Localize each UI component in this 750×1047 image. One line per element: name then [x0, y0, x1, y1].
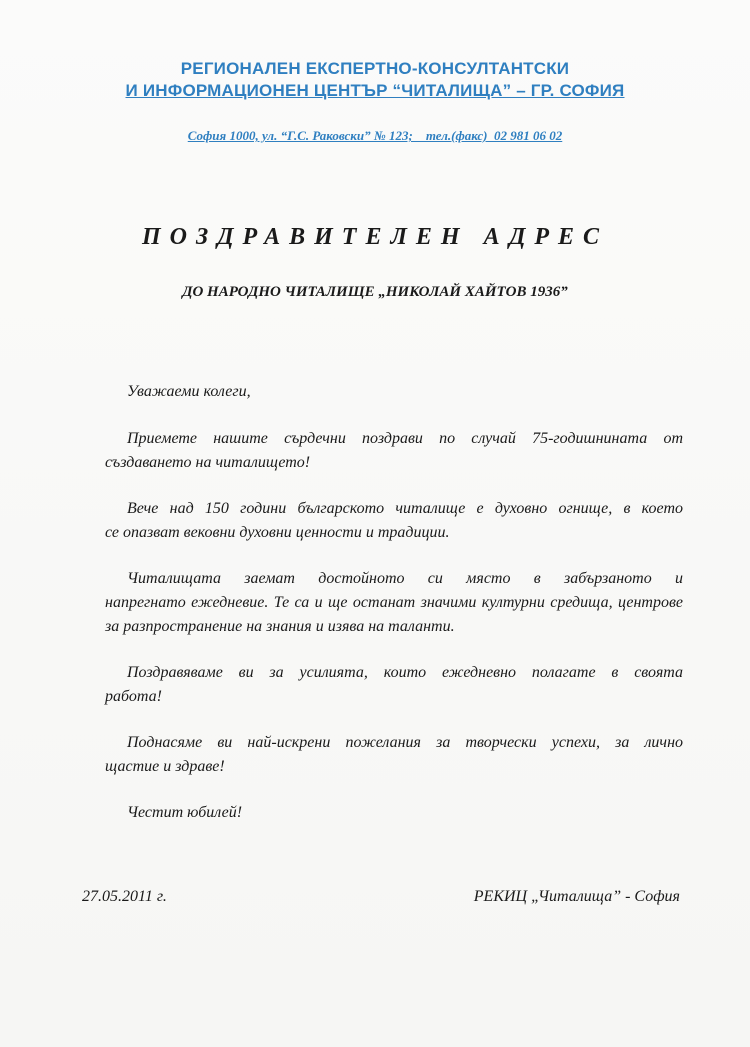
- paragraph-4: [105, 661, 683, 709]
- letterhead: [0, 58, 750, 102]
- paragraph-2-first-line: Вече над 150 години българското читалище е духовно огнище, в което: [127, 500, 683, 517]
- paragraph-2-rest: се опазват вековни духовни ценности и традиции.: [105, 524, 450, 541]
- letter-date: 27.05.2011 г.: [82, 888, 167, 905]
- letterhead-line-2: И ИНФОРМАЦИОНЕН ЦЕНТЪР “ЧИТАЛИЩА” – ГР. СОФИЯ: [125, 81, 625, 100]
- paragraph-4-rest: работа!: [105, 688, 162, 705]
- paragraph-1-first-line: Приемете нашите сърдечни поздрави по случай 75-годишнината от: [127, 430, 683, 447]
- paragraph-5: [105, 731, 683, 779]
- letter-signature: РЕКИЦ „Читалища” - София: [473, 888, 680, 905]
- paragraph-5-rest: щастие и здраве!: [105, 758, 225, 775]
- document-recipient: ДО НАРОДНО ЧИТАЛИЩЕ „НИКОЛАЙ ХАЙТОВ 1936”: [182, 284, 568, 300]
- paragraph-5-first-line: Поднасяме ви най-искрени пожелания за творчески успехи, за лично: [127, 734, 683, 751]
- letterhead-address: София 1000, ул. “Г.С. Раковски” № 123; тел.(факс) 02 981 06 02: [187, 128, 563, 143]
- closing-line: Честит юбилей!: [127, 804, 243, 821]
- letter-body: [105, 380, 683, 825]
- paragraph-1-rest: създаването на читалището!: [105, 454, 311, 471]
- paragraph-3: [105, 567, 683, 639]
- document-title: ПОЗДРАВИТЕЛЕН АДРЕС: [141, 224, 609, 250]
- paragraph-3-rest: напрегнато ежедневие. Те са и ще останат значими културни средища, центрове за разпространение на знания и изява на таланти.: [105, 594, 683, 635]
- letterhead-line-1: РЕГИОНАЛЕН ЕКСПЕРТНО-КОНСУЛТАНТСКИ: [180, 59, 570, 78]
- salutation: Уважаеми колеги,: [127, 383, 251, 400]
- paragraph-1: [105, 427, 683, 475]
- paragraph-2: [105, 497, 683, 545]
- paragraph-3-first-line: Читалищата заемат достойното си място в забързаното и: [127, 570, 683, 587]
- paragraph-4-first-line: Поздравяваме ви за усилията, които ежедневно полагате в своята: [127, 664, 683, 681]
